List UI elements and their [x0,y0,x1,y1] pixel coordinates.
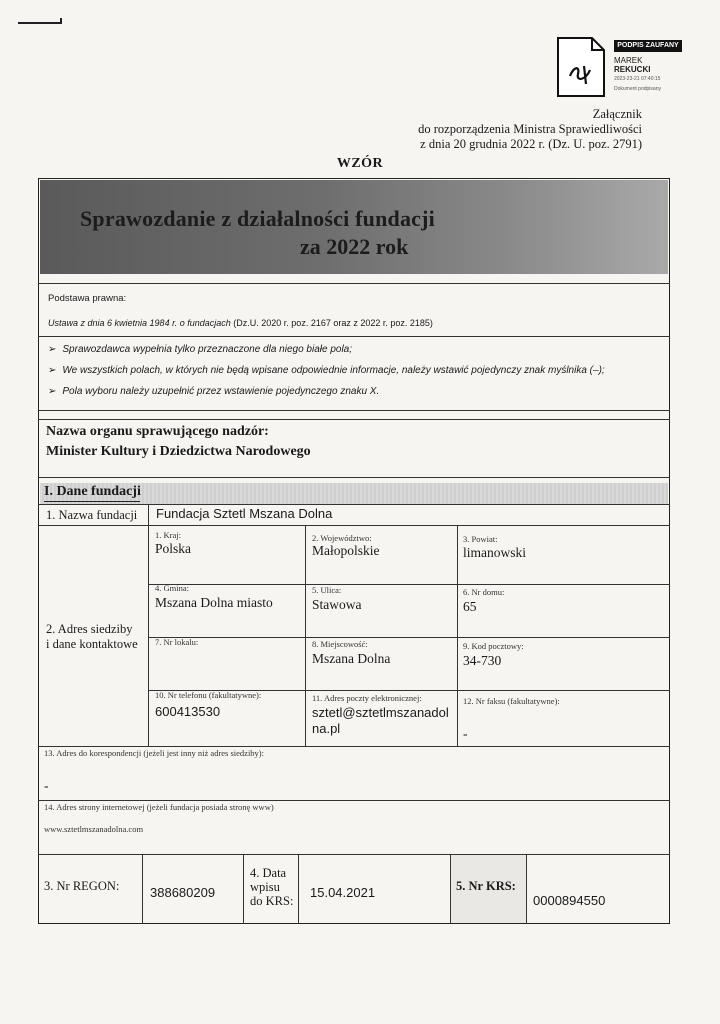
column-divider [148,504,149,746]
country-value[interactable]: Polska [155,541,192,556]
divider [38,504,670,505]
divider [38,477,670,478]
krs-date-label: 4. Data [250,866,287,880]
section-title-underline [44,501,140,502]
address-label: 2. Adres siedziby [46,622,133,636]
apartment-number-label: 7. Nr lokalu: [155,637,199,647]
divider [38,854,670,855]
column-divider [305,525,306,746]
column-divider [298,854,299,924]
supervisor-value: Minister Kultury i Dziedzictwa Narodowego [46,444,311,459]
voivodeship-label: 2. Województwo: [312,533,372,543]
divider [38,283,670,284]
supervisor-label: Nazwa organu sprawującego nadzór: [46,424,269,439]
krs-date-value[interactable]: 15.04.2021 [310,885,376,900]
divider [148,637,670,638]
arrow-icon: ➢ [48,365,57,376]
regon-value[interactable]: 388680209 [150,885,216,900]
column-divider [243,854,244,924]
divider [38,410,670,411]
instruction-note: ➢ Sprawozdawca wypełnia tylko przeznaczone dla niego białe pola; [48,344,353,355]
municipality-value[interactable]: Mszana Dolna miasto [155,595,273,610]
postal-code-label: 9. Kod pocztowy: [463,641,524,651]
instruction-note: ➢ We wszystkich polach, w których nie będą wpisane odpowiednie informacje, należy wstawić pojedynczy znak myślnika (–); [48,365,605,376]
foundation-name-label: 1. Nazwa fundacji [46,508,138,522]
phone-value[interactable]: 600413530 [155,704,221,719]
annex-regulation: do rozporządzenia Ministra Sprawiedliwości [418,122,642,136]
column-divider [142,854,143,924]
instruction-note: ➢ Pola wyboru należy uzupełnić przez wstawienie pojedynczego znaku X. [48,386,380,397]
report-title: Sprawozdanie z działalności fundacji [80,206,435,231]
county-label: 3. Powiat: [463,534,498,544]
locality-label: 8. Miejscowość: [312,639,368,649]
county-value[interactable]: limanowski [463,545,526,560]
regon-label: 3. Nr REGON: [44,879,120,893]
template-heading: WZÓR [336,156,384,171]
signed-document-icon [556,36,606,98]
column-divider [450,854,451,924]
foundation-name-value[interactable]: Fundacja Sztetl Mszana Dolna [156,506,333,521]
website-value[interactable]: www.sztetlmszanadolna.com [44,824,144,834]
annex-date: z dnia 20 grudnia 2022 r. (Dz. U. poz. 2791) [420,137,642,151]
email-label: 11. Adres poczty elektronicznej: [312,693,422,703]
postal-code-value[interactable]: 34-730 [463,653,502,668]
arrow-icon: ➢ [48,344,57,355]
correspondence-address-label: 13. Adres do korespondencji (jeżeli jest inny niż adres siedziby): [44,748,264,758]
signer-first-name: MAREK [614,56,643,65]
signature-timestamp: 2023-23-21 07:40:15 [614,76,661,82]
signer-last-name: REKUCKI [614,65,651,74]
house-number-label: 6. Nr domu: [463,587,505,597]
email-value[interactable]: sztetl@sztetlmszanadol [312,705,449,720]
divider [38,746,670,747]
phone-label: 10. Nr telefonu (fakultatywne): [155,690,262,700]
divider [38,419,670,420]
municipality-label: 4. Gmina: [155,583,189,593]
krs-date-label: wpisu [250,880,280,894]
report-year: za 2022 rok [300,234,409,259]
krs-number-value[interactable]: 0000894550 [533,893,606,908]
fax-label: 12. Nr faksu (fakultatywne): [463,696,560,706]
legal-basis-text: Ustawa z dnia 6 kwietnia 1984 r. o fundacjach (Dz.U. 2020 r. poz. 2167 oraz z 2022 r. poz. 2185) [48,318,433,328]
krs-date-label: do KRS: [250,894,294,908]
divider [38,525,670,526]
house-number-value[interactable]: 65 [463,599,477,614]
country-label: 1. Kraj: [155,530,181,540]
divider [38,800,670,801]
fax-value[interactable]: - [463,726,468,741]
annex-title: Załącznik [592,107,642,121]
krs-number-label: 5. Nr KRS: [456,879,516,893]
street-value[interactable]: Stawowa [312,597,362,612]
voivodeship-value[interactable]: Małopolskie [312,543,380,558]
arrow-icon: ➢ [48,386,57,397]
column-divider [526,854,527,924]
website-label: 14. Adres strony internetowej (jeżeli fundacja posiada stronę www) [44,802,274,812]
section-title: I. Dane fundacji [44,484,141,499]
corner-mark [18,22,62,24]
address-label: i dane kontaktowe [46,637,138,651]
legal-basis-label: Podstawa prawna: [48,293,127,304]
column-divider [457,525,458,746]
email-value-continued[interactable]: na.pl [312,721,341,736]
street-label: 5. Ulica: [312,585,342,595]
divider [148,584,670,585]
trusted-signature-badge: PODPIS ZAUFANY [614,40,682,52]
correspondence-address-value[interactable]: - [44,778,49,793]
locality-value[interactable]: Mszana Dolna [312,651,391,666]
corner-mark-tick [60,18,62,24]
signature-note: Dokument podpisany [614,86,661,92]
divider [38,336,670,337]
